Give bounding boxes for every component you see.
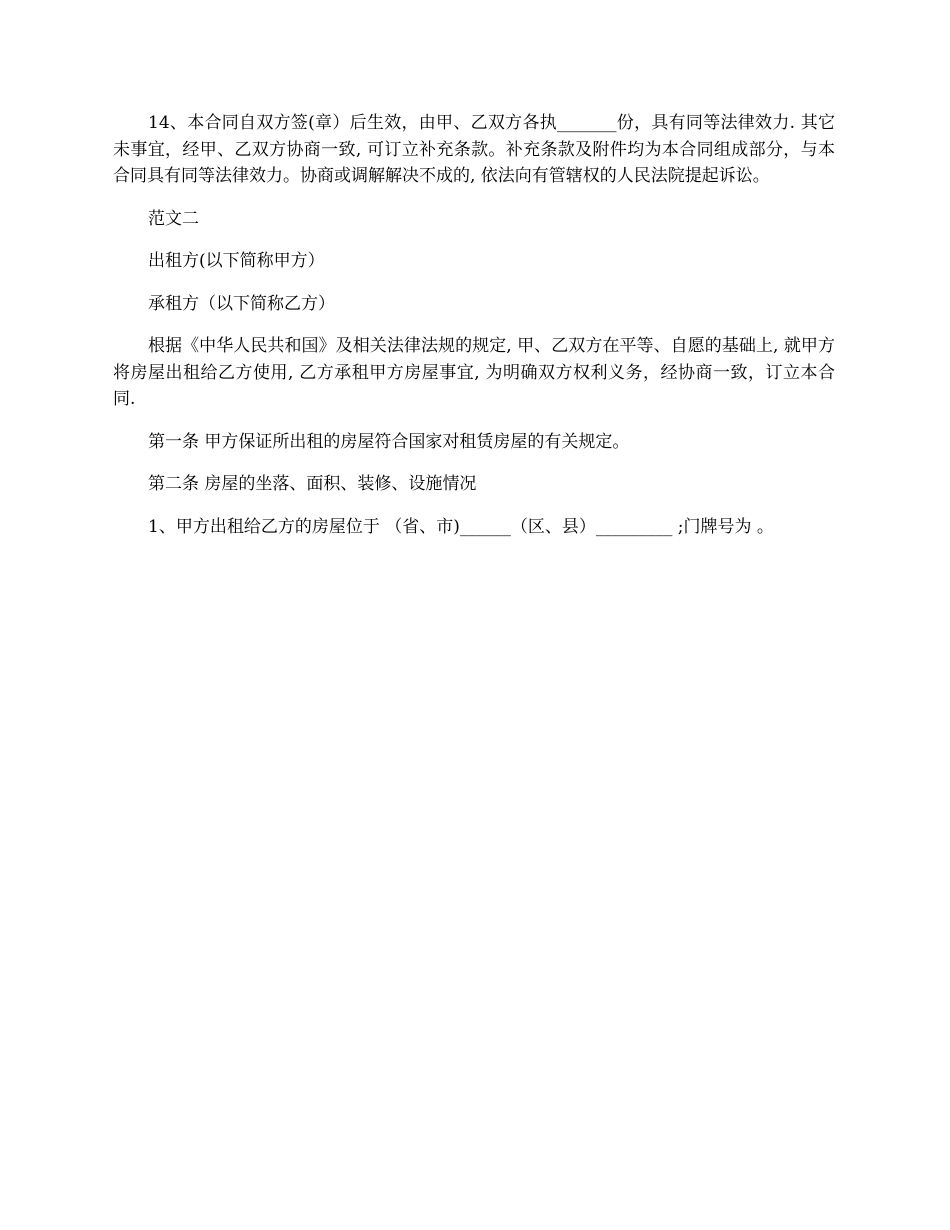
- lessee-line: 承租方（以下简称乙方）: [148, 293, 335, 314]
- preamble-paragraph: 根据《中华人民共和国》及相关法律法规的规定, 甲、乙双方在平等、自愿的基础上, 就甲方将房屋出租给乙方使用, 乙方承租甲方房屋事宜, 为明确双方权利义务，经协商一致，订立本合同.: [113, 336, 835, 409]
- property-location-item: 1、甲方出租给乙方的房屋位于 （省、市)______（区、县）_________ ;门牌号为 。: [148, 516, 774, 537]
- sample-two-heading: 范文二: [148, 208, 199, 229]
- article-one: 第一条 甲方保证所出租的房屋符合国家对租赁房屋的有关规定。: [148, 431, 630, 452]
- article-two: 第二条 房屋的坐落、面积、装修、设施情况: [148, 474, 477, 494]
- document-body: [113, 110, 835, 556]
- clause-14-paragraph: 14、本合同自双方签(章）后生效，由甲、乙双方各执_______份，具有同等法律效力. 其它未事宜，经甲、乙双方协商一致, 可订立补充条款。补充条款及附件均为本合同组成部分，与本合同具有同等法律效力。协商或调解解决不成的, 依法向有管辖权的人民法院提起诉讼。: [113, 113, 835, 186]
- lessor-line: 出租方(以下简称甲方）: [148, 251, 325, 271]
